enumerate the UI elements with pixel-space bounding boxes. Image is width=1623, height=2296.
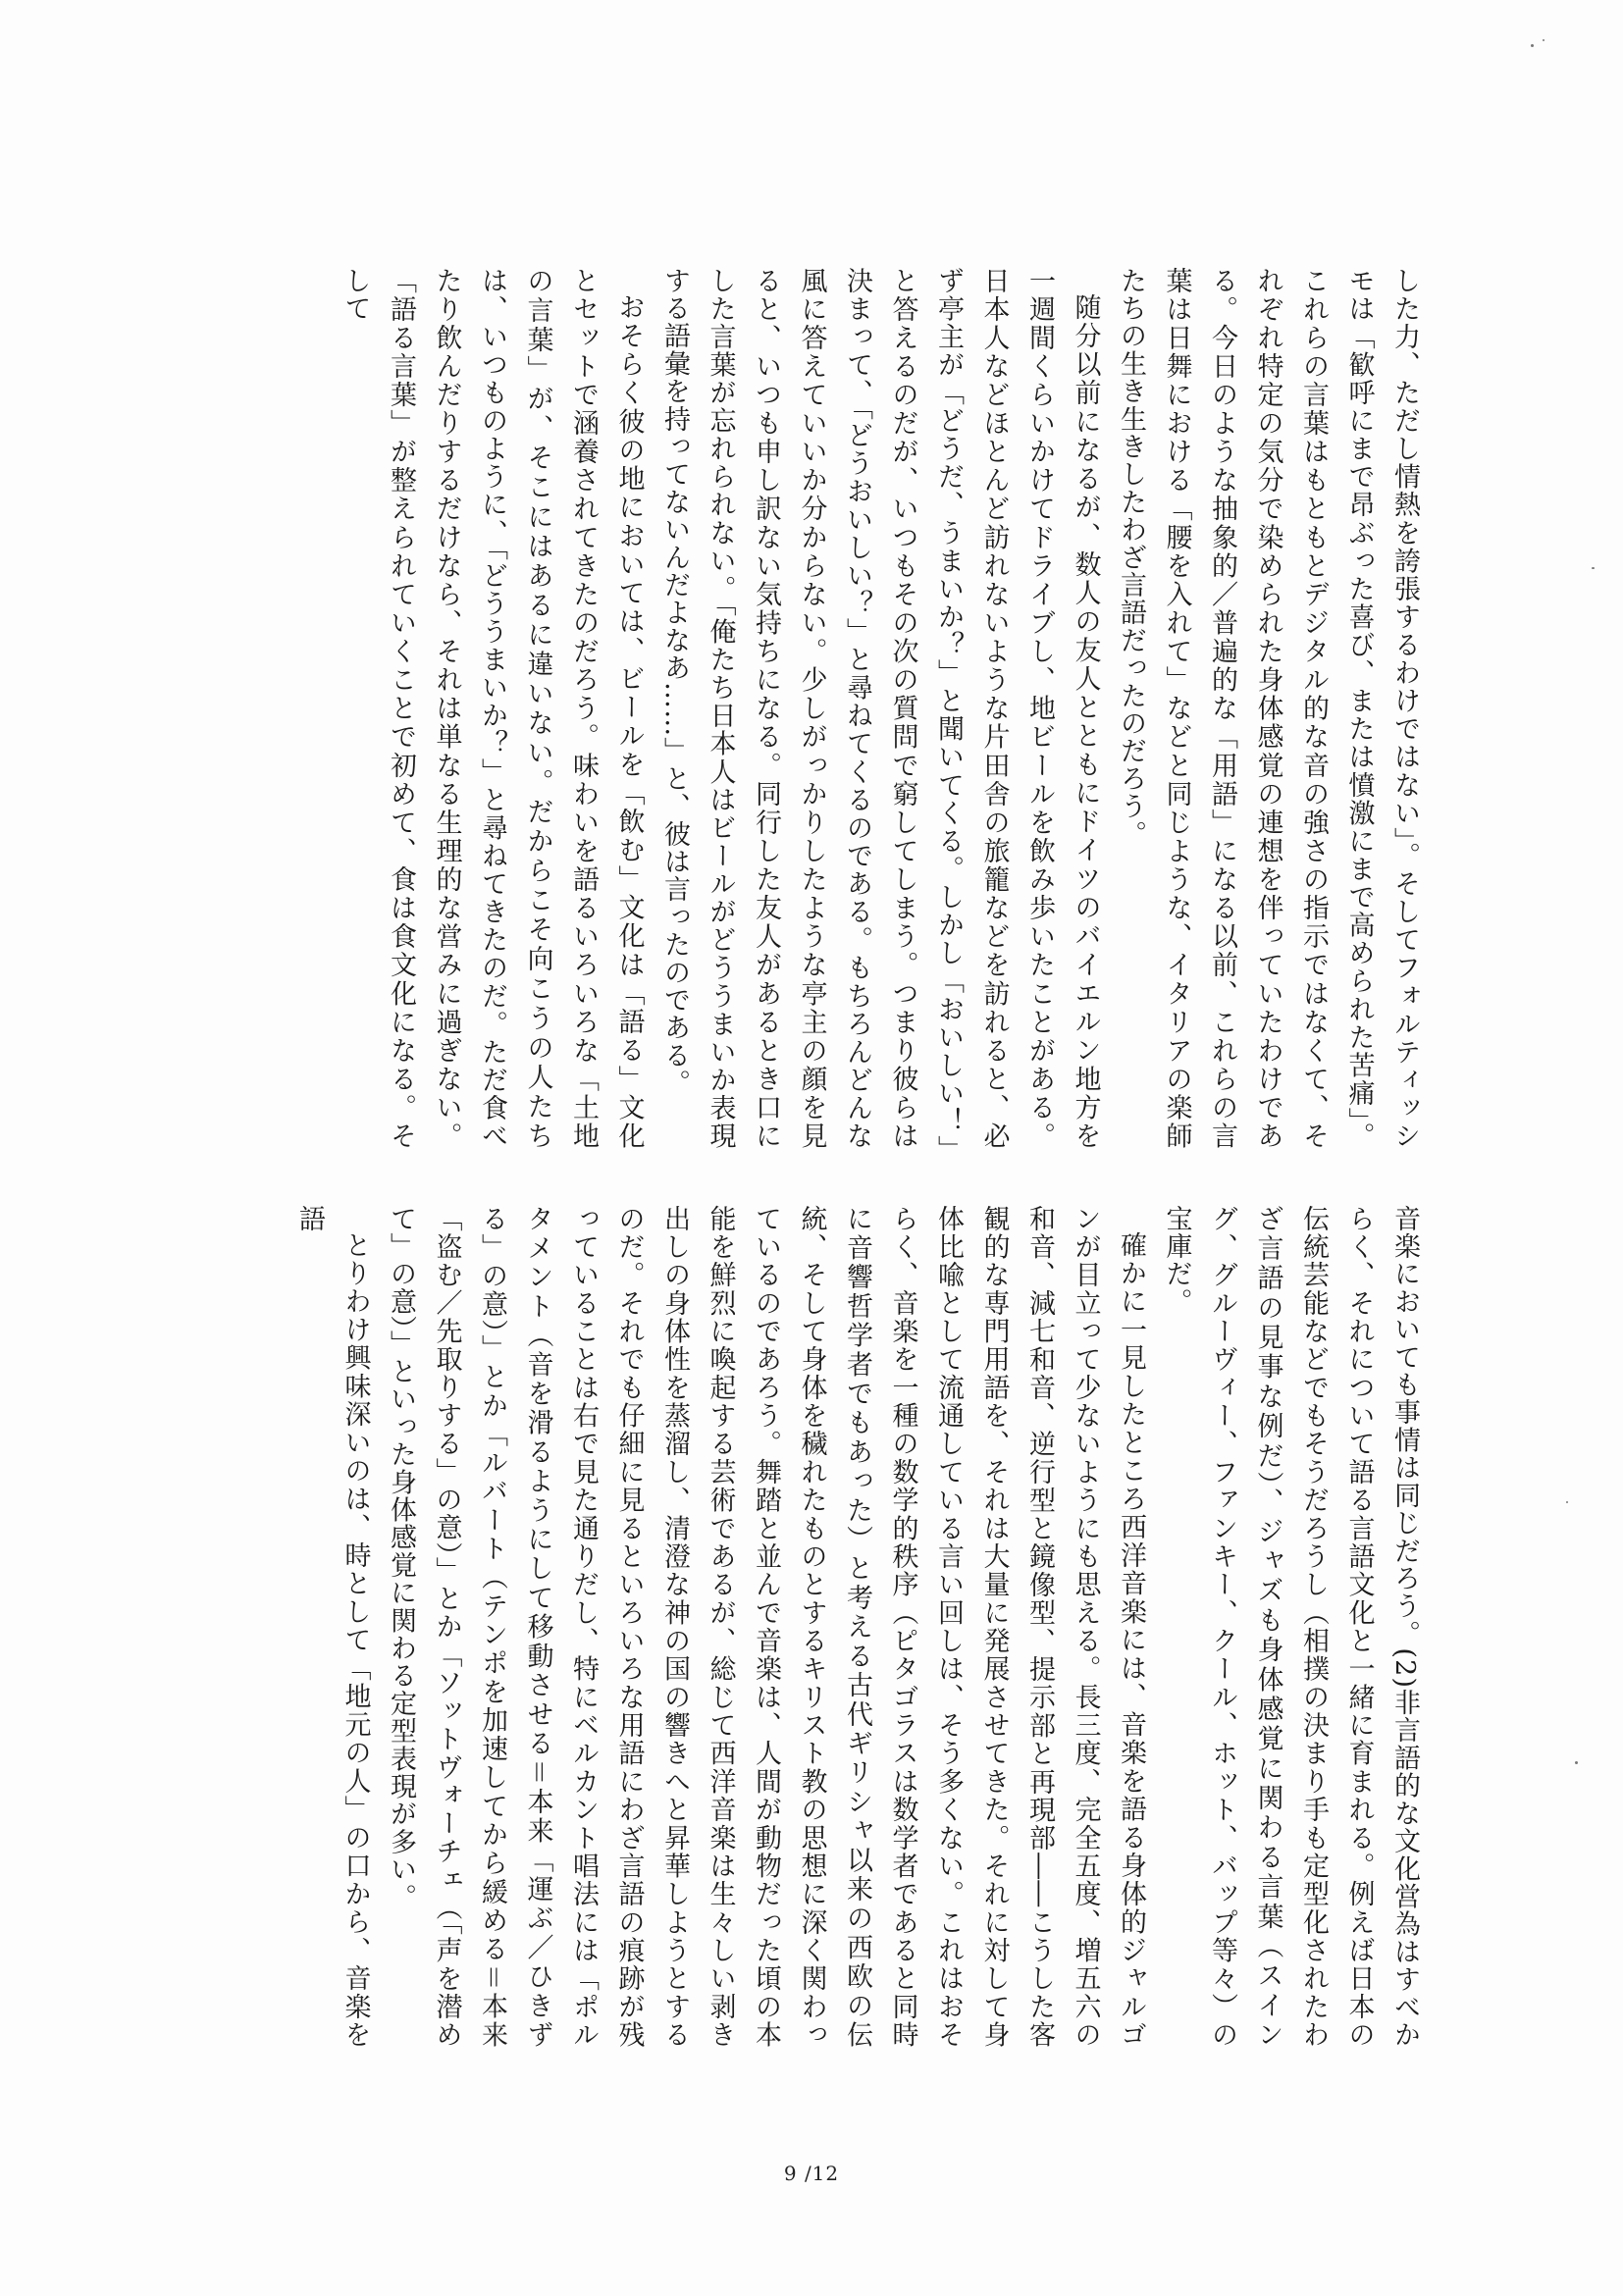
paragraph: 確かに一見したところ西洋音楽には、音楽を語る身体的ジャルゴンが目立って少ないようにも思える。長三度、完全五度、増五六の和音、減七和音、逆行型と鏡像型、提示部と再現部――こうした客観的な専門用語を、それは大量に発展させてきた。それに対して身体比喩として流通している言い回しは、そう多くない。これはおそらく、音楽を一種の数学的秩序（ピタゴラスは数学者であると同時に音響哲学者でもあった）と考える古代ギリシャ以来の西欧の伝統、そして身体を穢れたものとするキリスト教の思想に深く関わっているのであろう。舞踏と並んで音楽は、人間が動物だった頃の本能を鮮烈に喚起する芸術であるが、総じて西洋音楽は生々しい剥き出しの身体性を蒸溜し、清澄な神の国の響きへと昇華しようとするのだ。それでも仔細に見るといろいろな用語にわざ言語の痕跡が残っていることは右で見た通りだし、特にベルカント唱法には「ポルタメント（音を滑るようにして移動させる＝本来「運ぶ／ひきずる」の意）」とか「ルバート（テンポを加速してから緩める＝本来「盗む／先取りする」の意）」とか「ソットヴォーチェ（「声を潜めて」の意）」といった身体感覚に関わる定型表現が多い。: [386, 1205, 1146, 2049]
scan-speck: [1531, 44, 1534, 47]
paragraph: した力、ただし情熱を誇張するわけではない」。そしてフォルティッシモは「歓呼にまで昂ぶった喜び、または憤激にまで高められた苦痛」。これらの言葉はもともとデジタル的な音の強さの指示ではなくて、それぞれ特定の気分で染められた身体感覚の連想を伴っていたわけである。今日のような抽象的／普遍的な「用語」になる以前、これらの言葉は日舞における「腰を入れて」などと同じような、イタリアの楽師たちの生き生きしたわざ言語だったのだろう。: [1116, 267, 1420, 1150]
scan-speck: [1592, 567, 1595, 569]
scan-speck: [1566, 1501, 1568, 1503]
page-number: 9 /12: [783, 2162, 840, 2185]
paragraph: おそらく彼の地においては、ビールを「飲む」文化は「語る」文化とセットで涵養されてきたのだろう。味わいを語るいろいろな「土地の言葉」が、そこにはあるに違いない。だからこそ向こうの人たちは、いつものように、「どううまいか？」と尋ねてきたのだ。ただ食べたり飲んだりするだけなら、それは単なる生理的な営みに過ぎない。「語る言葉」が整えられていくことで初めて、食は食文化になる。そして: [340, 267, 645, 1150]
scan-speck: [1543, 39, 1544, 41]
paragraph: 音楽においても事情は同じだろう。(2)非言語的な文化営為はすべからく、それについて語る言語文化と一緒に育まれる。例えば日本の伝統芸能などでもそうだろうし（相撲の決まり手も定型化されたわざ言語の見事な例だ）、ジャズも身体感覚に関わる言葉（スイング、グルーヴィー、ファンキー、クール、ホット、バップ等々）の宝庫だ。: [1161, 1205, 1420, 2049]
scan-speck: [1575, 1761, 1578, 1764]
paragraph: 随分以前になるが、数人の友人とともにドイツのバイエルン地方を一週間くらいかけてドライブし、地ビールを飲み歩いたことがある。日本人などほとんど訪れないような片田舎の旅籠などを訪れると、必ず亭主が「どうだ、うまいか？」と聞いてくる。しかし「おいしい！」と答えるのだが、いつもその次の質問で窮してしまう。つまり彼らは決まって、「どうおいしい？」と尋ねてくるのである。もちろんどんな風に答えていいか分からない。少しがっかりしたような亭主の顔を見ると、いつも申し訳ない気持ちになる。同行した友人があるとき口にした言葉が忘れられない。「俺たち日本人はビールがどううまいか表現する語彙を持ってないんだよなあ……」と、彼は言ったのである。: [659, 267, 1101, 1150]
lower-text-block: [294, 1205, 1427, 2049]
upper-text-block: [340, 267, 1427, 1150]
paragraph: とりわけ興味深いのは、時として「地元の人」の口から、音楽を語: [294, 1205, 371, 2049]
